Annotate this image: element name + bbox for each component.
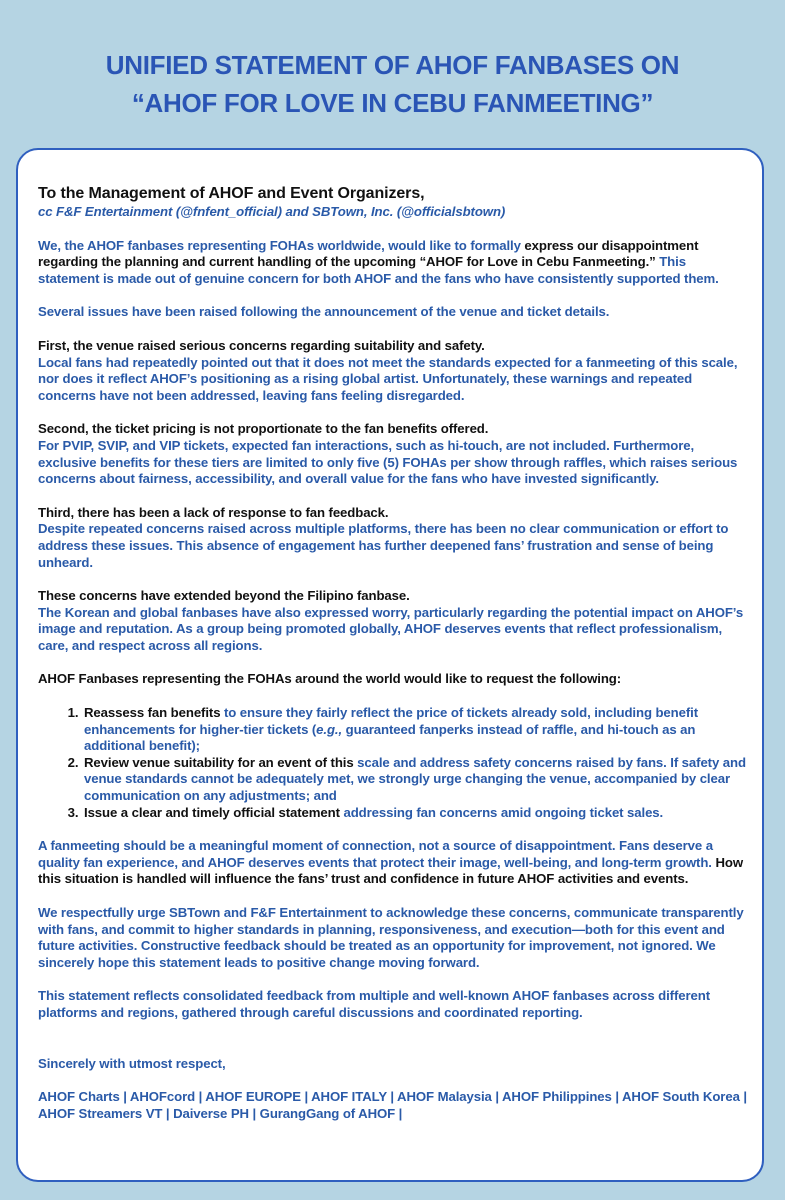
first-issue-body: Local fans had repeatedly pointed out that it does not meet the standards expected for a fanmeeting of this scale, nor does it reflect AHOF’s positioning as a rising global artist. Unfortunately, these warnings and repeated concerns have not been addressed, leaving fans feeling disregarded. [38, 354, 738, 403]
second-issue-body: For PVIP, SVIP, and VIP tickets, expected fan interactions, such as hi-touch, are not included. Furthermore, exclusive benefits for these tiers are limited to only five (5) FOHAs per show through raffles, which raises serious concerns about fairness, accessibility, and overall value for the fans who have invested significantly. [38, 437, 738, 487]
request-item-1 [82, 705, 750, 755]
statement-title [0, 46, 785, 122]
request-item-3 [82, 805, 750, 822]
second-issue-heading: Second, the ticket pricing is not proportionate to the fan benefits offered. [38, 421, 489, 437]
second-issue [38, 421, 750, 487]
request-1-lead: Reassess fan benefits [84, 705, 221, 721]
fourth-issue-body: The Korean and global fanbases have also expressed worry, particularly regarding the potential impact on AHOF’s image and reputation. As a group being promoted globally, AHOF deserves events that reflect professionalism, care, and respect across all regions. [38, 604, 744, 653]
fourth-issue-heading: These concerns have extended beyond the Filipino fanbase. [38, 588, 410, 604]
closing-paragraph-1 [38, 838, 750, 888]
intro-paragraph [38, 238, 750, 288]
intro-part-b: express our disappointment regarding the planning and current handling of the upcoming “AHOF for Love in Cebu Fanmeeting.” [38, 237, 699, 270]
closing-paragraph-2: We respectfully urge SBTown and F&F Entertainment to acknowledge these concerns, communicate transparently with fans, and commit to higher standards in planning, responsiveness, and execution—both for this event and future activities. Constructive feedback should be treated as an opportunity for improvement, not ignored. We sincerely hope this statement leads to positive change moving forward. [38, 905, 744, 970]
request-1-tail: guaranteed fanperks instead of raffle, and hi-touch as an additional benefit); [84, 721, 696, 754]
request-item-2 [82, 755, 750, 805]
first-issue-heading: First, the venue raised serious concerns regarding suitability and safety. [38, 337, 485, 353]
signoff: Sincerely with utmost respect, [38, 1055, 226, 1071]
intro-part-a: We, the AHOF fanbases representing FOHAs worldwide, would like to formally [38, 237, 525, 253]
third-issue-heading: Third, there has been a lack of response to fan feedback. [38, 504, 389, 520]
request-3-lead: Issue a clear and timely official statement [84, 804, 340, 820]
closing-1-b: How this situation is handled will influence the fans’ trust and confidence in future AHOF activities and events. [38, 854, 743, 887]
request-2-text: scale and address safety concerns raised by fans. If safety and venue standards cannot be adequately met, we strongly urge changing the venue, accompanied by clear communication on any adjustments; and [84, 754, 746, 804]
request-1-text: to ensure they fairly reflect the price of tickets already sold, including benefit enhancements for higher-tier tickets ( [84, 705, 699, 737]
fourth-issue [38, 588, 750, 654]
salutation: To the Management of AHOF and Event Organizers, [38, 185, 425, 202]
issues-intro: Several issues have been raised following the announcement of the venue and ticket details. [38, 304, 610, 320]
request-intro: AHOF Fanbases representing the FOHAs around the world would like to request the following: [38, 671, 622, 687]
third-issue-body: Despite repeated concerns raised across multiple platforms, there has been no clear communication or effort to address these issues. This absence of engagement has further deepened fans’ frustration and sense of being unheard. [38, 521, 729, 570]
request-1-eg: e.g., [316, 721, 343, 737]
closing-paragraph-3: This statement reflects consolidated feedback from multiple and well-known AHOF fanbases across different platforms and regions, gathered through careful discussions and coordinated reporting. [38, 988, 710, 1020]
signatories: AHOF Charts | AHOFcord | AHOF EUROPE | AHOF ITALY | AHOF Malaysia | AHOF Philippines | AHOF South Korea | AHOF Streamers VT | Daiverse PH | GurangGang of AHOF | [38, 1089, 747, 1121]
cc-line: cc F&F Entertainment (@fnfent_official) and SBTown, Inc. (@officialsbtown) [38, 204, 506, 219]
title-line-1: UNIFIED STATEMENT OF AHOF FANBASES ON [105, 50, 680, 80]
title-line-2: “AHOF FOR LOVE IN CEBU FANMEETING” [131, 88, 654, 118]
request-list [38, 705, 750, 821]
request-2-lead: Review venue suitability for an event of this [84, 754, 354, 770]
request-3-text: addressing fan concerns amid ongoing ticket sales. [339, 804, 664, 820]
first-issue [38, 338, 750, 404]
third-issue [38, 505, 750, 571]
intro-part-c: This statement is made out of genuine concern for both AHOF and the fans who have consistently supported them. [38, 254, 719, 286]
statement-body [38, 184, 750, 1139]
closing-1-a: A fanmeeting should be a meaningful moment of connection, not a source of disappointment. Fans deserve a quality fan experience, and AHOF deserves events that protect their image, well-being, and long-term growth. [38, 838, 716, 870]
